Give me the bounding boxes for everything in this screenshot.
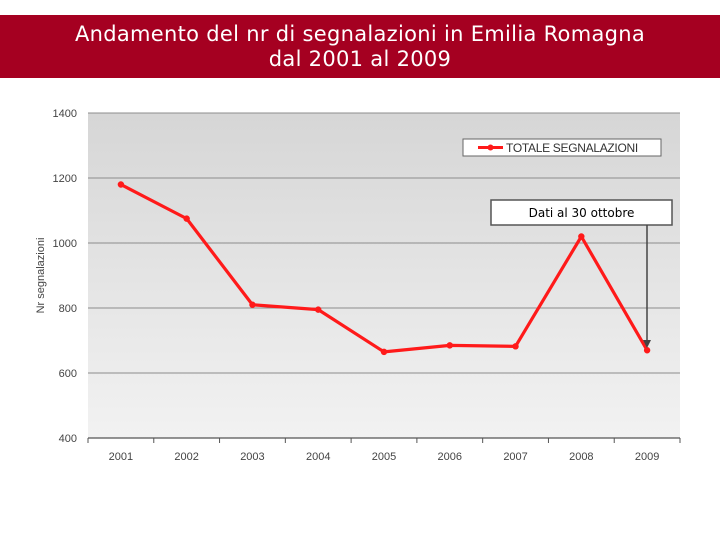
x-tick-label: 2003	[240, 451, 265, 463]
legend	[463, 139, 661, 156]
legend-marker	[488, 145, 494, 151]
y-tick-label: 800	[58, 303, 77, 315]
legend-label: TOTALE SEGNALAZIONI	[506, 141, 638, 155]
data-point	[512, 343, 518, 349]
x-tick-label: 2004	[305, 451, 331, 463]
y-tick-label: 600	[58, 368, 77, 380]
x-tick-label: 2008	[569, 451, 594, 463]
data-point	[578, 233, 584, 239]
data-point	[381, 349, 387, 355]
data-point	[315, 306, 321, 312]
x-tick-label: 2006	[437, 451, 463, 463]
y-tick-label: 1000	[52, 238, 77, 250]
page-title-line-1: Andamento del nr di segnalazioni in Emilia Romagna	[74, 22, 646, 46]
x-tick-label: 2002	[174, 451, 199, 463]
y-axis-label: Nr segnalazioni	[35, 237, 47, 314]
x-axis	[88, 438, 680, 463]
data-point	[183, 215, 189, 221]
plot-area	[88, 113, 680, 438]
y-tick-label: 1400	[52, 108, 77, 120]
page-title-line-2: dal 2001 al 2009	[268, 47, 452, 71]
data-point	[118, 181, 124, 187]
data-point	[644, 347, 650, 353]
x-tick-label: 2005	[371, 451, 397, 463]
x-tick-label: 2009	[634, 451, 660, 463]
y-axis-ticks	[53, 108, 77, 445]
annotation-text: Dati al 30 ottobre	[528, 206, 635, 220]
x-tick-label: 2001	[108, 451, 134, 463]
x-tick-label: 2007	[503, 451, 528, 463]
y-tick-label: 400	[58, 433, 77, 445]
y-tick-label: 1200	[52, 173, 77, 185]
data-point	[447, 342, 453, 348]
data-point	[249, 302, 255, 308]
